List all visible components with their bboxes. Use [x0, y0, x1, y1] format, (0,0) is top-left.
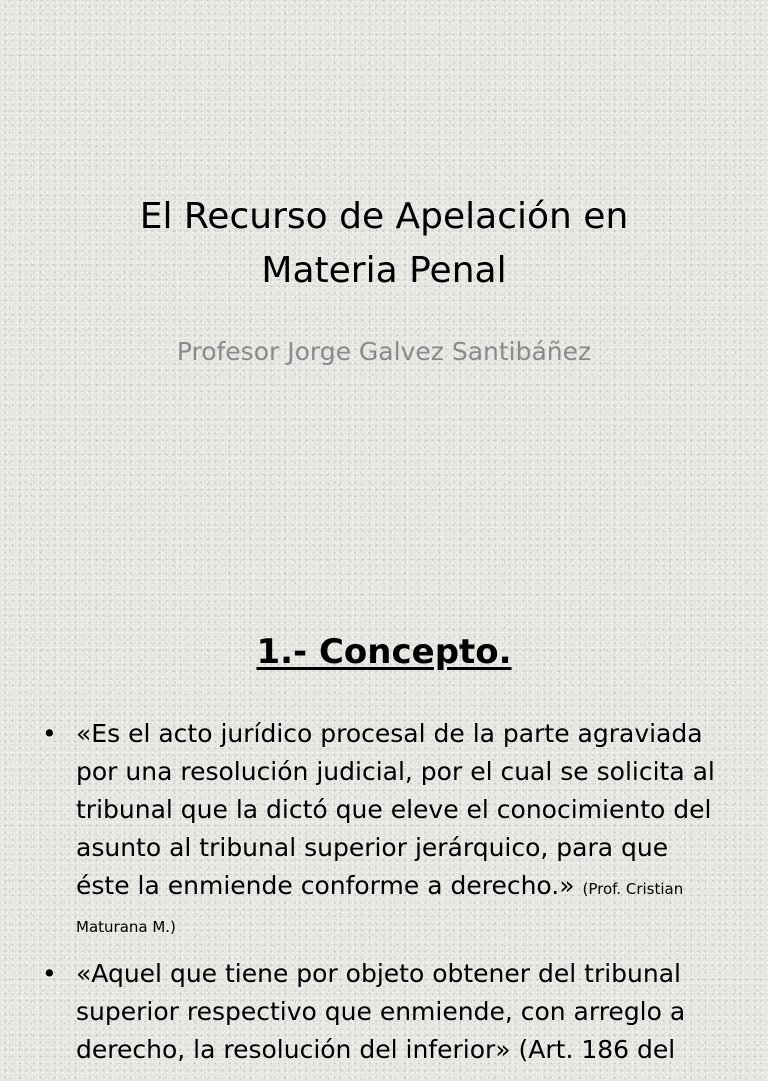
bullet-text-2: «Aquel que tiene por objeto obtener del tribunal superior respectivo que enmiende, con arreglo a derecho, la resolución del inferior» (Art. 186 del [76, 959, 686, 1064]
bullet-list [42, 715, 722, 1081]
presentation-title [40, 190, 728, 298]
bullet-item-1 [42, 715, 722, 943]
concept-slide [0, 600, 768, 1064]
presenter-subtitle: Profesor Jorge Galvez Santibáñez [176, 337, 592, 366]
title-line-2: Materia Penal [261, 250, 507, 291]
title-line-1: El Recurso de Apelación en [139, 196, 629, 237]
bullet-text-1: «Es el acto jurídico procesal de la parte agraviada por una resolución judicial, por el cual se solicita al tribunal que la dictó que eleve el conocimiento del asunto al tribunal superior jerárquico, para que éste la enmiende conforme a derecho.» [76, 719, 715, 900]
bullet-dot-icon: • [42, 959, 57, 988]
section-heading: 1.- Concepto. [256, 632, 512, 672]
bullet-item-2 [42, 955, 722, 1069]
bullet-citation-1: (Prof. Cristian Maturana M.) [76, 880, 684, 936]
bullet-dot-icon: • [42, 719, 57, 748]
